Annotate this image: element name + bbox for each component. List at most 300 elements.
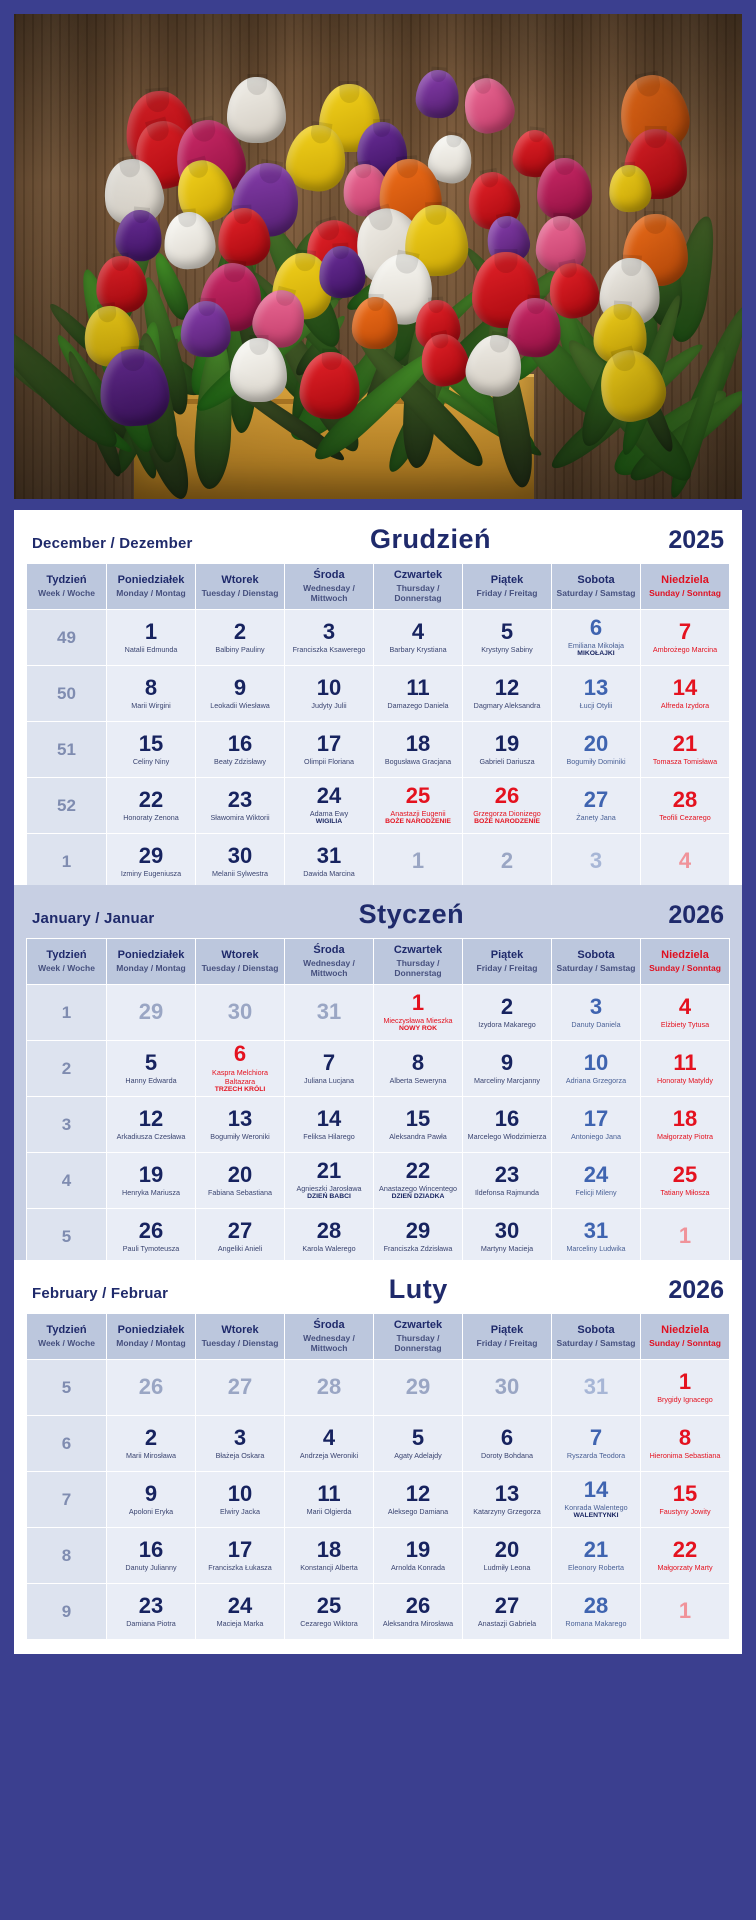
day-number: 14 xyxy=(316,1105,342,1131)
column-header-day-4 xyxy=(374,939,463,985)
name-day: Dawida Marcina xyxy=(303,869,355,879)
name-day: Damiana Piotra xyxy=(126,1619,176,1629)
day-cell[interactable] xyxy=(107,834,196,890)
day-number: 29 xyxy=(138,842,164,868)
tulip-flower xyxy=(317,245,366,299)
day-cell[interactable] xyxy=(463,666,552,722)
day-cell[interactable] xyxy=(107,1097,196,1153)
day-number: 4 xyxy=(322,1424,336,1450)
column-header-pl: Sobota xyxy=(577,1324,615,1337)
name-day: Mieczysława Mieszka xyxy=(383,1016,453,1026)
name-day: Marii Mirosława xyxy=(126,1451,176,1461)
day-cell[interactable] xyxy=(196,1472,285,1528)
day-cell[interactable] xyxy=(641,1360,730,1416)
day-number: 31 xyxy=(316,842,342,868)
column-header-sub: Friday / Freitag xyxy=(476,962,538,973)
month-table xyxy=(26,563,730,890)
week-row xyxy=(27,610,730,666)
column-header-sub: Week / Woche xyxy=(38,962,95,973)
day-number: 10 xyxy=(316,674,342,700)
month-block-december-2025 xyxy=(14,510,742,904)
day-cell[interactable] xyxy=(552,1209,641,1265)
day-number: 12 xyxy=(138,1105,164,1131)
day-cell[interactable] xyxy=(107,1153,196,1209)
tulip-flower xyxy=(351,297,398,350)
week-row xyxy=(27,722,730,778)
name-day: Elżbiety Tytusa xyxy=(660,1020,710,1030)
day-cell[interactable] xyxy=(196,666,285,722)
day-number: 29 xyxy=(405,1217,431,1243)
day-cell[interactable] xyxy=(196,1097,285,1153)
day-number: 21 xyxy=(672,730,698,756)
day-cell[interactable] xyxy=(552,1097,641,1153)
week-number-cell: 8 xyxy=(27,1528,107,1584)
month-title-pl: Luty xyxy=(388,1274,448,1304)
name-day: Ildefonsa Rajmunda xyxy=(475,1188,539,1198)
day-number: 2 xyxy=(233,618,247,644)
column-header-day-3 xyxy=(285,1314,374,1360)
day-cell[interactable] xyxy=(285,985,374,1041)
day-cell[interactable] xyxy=(552,722,641,778)
name-day: Sławomira Wiktorii xyxy=(210,813,270,823)
name-day: Agaty Adelajdy xyxy=(394,1451,442,1461)
month-title-en: December / Dezember xyxy=(32,535,193,552)
week-number-cell: 6 xyxy=(27,1416,107,1472)
column-header-day-5 xyxy=(463,939,552,985)
day-cell[interactable] xyxy=(374,1041,463,1097)
name-day: Adama Ewy xyxy=(309,809,349,819)
month-header xyxy=(26,895,730,938)
day-cell[interactable] xyxy=(374,610,463,666)
month-table xyxy=(26,1313,730,1640)
name-day: Aleksandra Mirosława xyxy=(382,1619,454,1629)
month-table xyxy=(26,938,730,1265)
column-header-day-3 xyxy=(285,939,374,985)
day-cell[interactable] xyxy=(463,1416,552,1472)
day-number: 30 xyxy=(494,1217,520,1243)
name-day: Henryka Mariusza xyxy=(122,1188,180,1198)
tulip-flower xyxy=(415,68,461,119)
day-cell[interactable] xyxy=(641,1097,730,1153)
day-number: 15 xyxy=(672,1480,698,1506)
day-number: 2 xyxy=(144,1424,158,1450)
day-cell[interactable] xyxy=(463,1472,552,1528)
table-header-row xyxy=(27,939,730,985)
week-row xyxy=(27,1416,730,1472)
day-cell[interactable] xyxy=(463,1209,552,1265)
day-cell[interactable] xyxy=(285,1416,374,1472)
column-header-pl: Niedziela xyxy=(661,1324,709,1337)
day-cell[interactable] xyxy=(107,610,196,666)
day-number: 27 xyxy=(227,1217,253,1243)
day-cell[interactable] xyxy=(463,1584,552,1640)
day-cell[interactable] xyxy=(463,778,552,834)
name-day: Teofili Cezarego xyxy=(659,813,711,823)
week-row xyxy=(27,1153,730,1209)
name-day: Antoniego Jana xyxy=(571,1132,621,1142)
column-header-day-2 xyxy=(196,939,285,985)
name-day: Grzegorza Dionizego xyxy=(473,809,541,819)
day-cell[interactable] xyxy=(463,610,552,666)
day-number: 28 xyxy=(583,1592,609,1618)
day-cell[interactable] xyxy=(641,1209,730,1265)
holiday-label: DZIEŃ DZIADKA xyxy=(391,1193,445,1201)
day-cell[interactable] xyxy=(552,666,641,722)
day-number: 20 xyxy=(227,1161,253,1187)
day-cell[interactable] xyxy=(107,1584,196,1640)
day-cell[interactable] xyxy=(196,1584,285,1640)
month-title-en: January / Januar xyxy=(32,910,155,927)
day-cell[interactable] xyxy=(196,1153,285,1209)
name-day: Honoraty Matyldy xyxy=(657,1076,713,1086)
day-number: 29 xyxy=(138,999,164,1025)
day-cell[interactable] xyxy=(107,666,196,722)
day-cell[interactable] xyxy=(285,1153,374,1209)
day-number: 23 xyxy=(138,1592,164,1618)
day-cell[interactable] xyxy=(641,1472,730,1528)
day-cell[interactable] xyxy=(374,722,463,778)
day-number: 7 xyxy=(589,1424,603,1450)
day-cell[interactable] xyxy=(374,778,463,834)
day-cell[interactable] xyxy=(285,1097,374,1153)
day-number: 18 xyxy=(405,730,431,756)
day-number: 17 xyxy=(316,730,342,756)
name-day: Martyny Macieja xyxy=(480,1244,534,1254)
name-day: Emiliana Mikołaja xyxy=(568,641,624,651)
column-header-day-2 xyxy=(196,1314,285,1360)
column-header-sub: Friday / Freitag xyxy=(476,587,538,598)
column-header-pl: Piątek xyxy=(490,949,524,962)
week-row xyxy=(27,1472,730,1528)
day-cell[interactable] xyxy=(641,1041,730,1097)
holiday-label: WIGILIA xyxy=(315,818,343,826)
name-day: Judyty Julii xyxy=(311,701,347,711)
name-day: Marii Olgierda xyxy=(306,1507,352,1517)
week-number-cell: 5 xyxy=(27,1360,107,1416)
day-cell[interactable] xyxy=(374,1360,463,1416)
day-cell[interactable] xyxy=(374,1153,463,1209)
day-number: 28 xyxy=(672,786,698,812)
day-number: 22 xyxy=(138,786,164,812)
day-cell[interactable] xyxy=(285,666,374,722)
column-header-day-1 xyxy=(107,1314,196,1360)
name-day: Franciszka Zdzisława xyxy=(383,1244,453,1254)
day-cell[interactable] xyxy=(463,834,552,890)
day-cell[interactable] xyxy=(463,1528,552,1584)
week-row xyxy=(27,1360,730,1416)
day-number: 23 xyxy=(227,786,253,812)
day-cell[interactable] xyxy=(641,1153,730,1209)
column-header-pl: Środa xyxy=(313,944,345,956)
day-number: 24 xyxy=(583,1161,609,1187)
day-cell[interactable] xyxy=(641,778,730,834)
day-cell[interactable] xyxy=(374,1416,463,1472)
week-number-cell: 7 xyxy=(27,1472,107,1528)
name-day: Kaspra Melchiora Baltazara xyxy=(212,1067,268,1086)
column-header-pl: Tydzień xyxy=(46,574,87,587)
week-number-cell: 52 xyxy=(27,778,107,834)
day-cell[interactable] xyxy=(196,1360,285,1416)
day-cell[interactable] xyxy=(552,778,641,834)
name-day: Juliana Lucjana xyxy=(304,1076,354,1086)
name-day: Aleksandra Pawła xyxy=(389,1132,447,1142)
day-cell[interactable] xyxy=(463,722,552,778)
day-number: 5 xyxy=(411,1424,425,1450)
week-row xyxy=(27,778,730,834)
week-number-cell: 1 xyxy=(27,834,107,890)
day-number: 13 xyxy=(494,1480,520,1506)
day-cell[interactable] xyxy=(285,1209,374,1265)
column-header-sub: Monday / Montag xyxy=(116,587,186,598)
day-cell[interactable] xyxy=(463,1153,552,1209)
column-header-pl: Poniedziałek xyxy=(117,574,185,587)
day-cell[interactable] xyxy=(463,985,552,1041)
column-header-pl: Poniedziałek xyxy=(117,949,185,962)
name-day: Krystyny Sabiny xyxy=(481,645,533,655)
day-number: 11 xyxy=(673,1049,697,1075)
day-cell[interactable] xyxy=(196,610,285,666)
column-header-pl: Środa xyxy=(313,569,345,581)
day-cell[interactable] xyxy=(552,1041,641,1097)
day-number: 2 xyxy=(500,993,514,1019)
day-cell[interactable] xyxy=(107,1360,196,1416)
day-number: 23 xyxy=(494,1161,520,1187)
day-number: 1 xyxy=(411,848,425,874)
day-number: 4 xyxy=(411,618,425,644)
day-number: 30 xyxy=(227,842,253,868)
day-cell[interactable] xyxy=(107,1041,196,1097)
day-number: 26 xyxy=(494,782,520,808)
column-header-pl: Piątek xyxy=(490,574,524,587)
month-title-pl: Styczeń xyxy=(358,899,465,929)
name-day: Andrzeja Weroniki xyxy=(299,1451,359,1461)
day-number: 20 xyxy=(583,730,609,756)
day-cell[interactable] xyxy=(374,666,463,722)
name-day: Katarzyny Grzegorza xyxy=(473,1507,541,1517)
day-number: 31 xyxy=(316,999,342,1025)
day-number: 3 xyxy=(589,848,603,874)
day-number: 22 xyxy=(405,1157,431,1183)
day-cell[interactable] xyxy=(107,985,196,1041)
day-number: 11 xyxy=(406,674,430,700)
column-header-day-4 xyxy=(374,564,463,610)
day-cell[interactable] xyxy=(107,1528,196,1584)
day-cell[interactable] xyxy=(641,834,730,890)
day-cell[interactable] xyxy=(285,1528,374,1584)
day-cell[interactable] xyxy=(285,1584,374,1640)
holiday-label: NOWY ROK xyxy=(398,1025,437,1033)
month-header xyxy=(26,1270,730,1313)
day-cell[interactable] xyxy=(552,1416,641,1472)
column-header-sub: Monday / Montag xyxy=(116,962,186,973)
day-cell[interactable] xyxy=(641,1416,730,1472)
day-cell[interactable] xyxy=(641,722,730,778)
day-cell[interactable] xyxy=(196,834,285,890)
day-cell[interactable] xyxy=(374,1097,463,1153)
week-number-cell: 1 xyxy=(27,985,107,1041)
day-cell[interactable] xyxy=(196,985,285,1041)
day-cell[interactable] xyxy=(552,985,641,1041)
column-header-pl: Tydzień xyxy=(46,1324,87,1337)
day-number: 1 xyxy=(678,1598,692,1624)
day-cell[interactable] xyxy=(641,1528,730,1584)
column-header-day-4 xyxy=(374,1314,463,1360)
name-day: Bogusława Gracjana xyxy=(384,757,452,767)
day-cell[interactable] xyxy=(196,1041,285,1097)
day-number: 24 xyxy=(316,782,342,808)
week-number-cell: 3 xyxy=(27,1097,107,1153)
day-cell[interactable] xyxy=(552,610,641,666)
column-header-sub: Saturday / Samstag xyxy=(556,587,636,598)
column-header-pl: Sobota xyxy=(577,574,615,587)
day-cell[interactable] xyxy=(107,722,196,778)
week-number-cell: 4 xyxy=(27,1153,107,1209)
holiday-label: TRZECH KRÓLI xyxy=(214,1085,266,1093)
day-number: 29 xyxy=(405,1374,431,1400)
day-number: 6 xyxy=(589,614,603,640)
day-number: 3 xyxy=(322,618,336,644)
day-cell[interactable] xyxy=(374,1528,463,1584)
name-day: Łucji Otylii xyxy=(579,701,613,711)
day-number: 1 xyxy=(411,989,425,1015)
month-header xyxy=(26,520,730,563)
day-cell[interactable] xyxy=(285,610,374,666)
day-number: 28 xyxy=(316,1217,342,1243)
day-number: 4 xyxy=(678,848,692,874)
column-header-day-7 xyxy=(641,939,730,985)
column-header-sub: Tuesday / Dienstag xyxy=(201,587,279,598)
name-day: Małgorzaty Marty xyxy=(657,1563,713,1573)
column-header-pl: Piątek xyxy=(490,1324,524,1337)
day-number: 3 xyxy=(233,1424,247,1450)
column-header-day-6 xyxy=(552,564,641,610)
day-cell[interactable] xyxy=(374,1209,463,1265)
column-header-sub: Tuesday / Dienstag xyxy=(201,1337,279,1348)
day-cell[interactable] xyxy=(374,1472,463,1528)
day-cell[interactable] xyxy=(196,722,285,778)
name-day: Tomasza Tomisława xyxy=(652,757,718,767)
day-number: 24 xyxy=(227,1592,253,1618)
day-number: 16 xyxy=(227,730,253,756)
day-cell[interactable] xyxy=(285,1041,374,1097)
name-day: Ryszarda Teodora xyxy=(566,1451,626,1461)
day-number: 25 xyxy=(405,782,431,808)
day-cell[interactable] xyxy=(641,610,730,666)
name-day: Celiny Niny xyxy=(132,757,170,767)
day-number: 5 xyxy=(500,618,514,644)
day-cell[interactable] xyxy=(285,834,374,890)
name-day: Beaty Zdzisławy xyxy=(214,757,266,767)
day-cell[interactable] xyxy=(196,1528,285,1584)
month-block-january-2026 xyxy=(14,885,742,1279)
column-header-pl: Niedziela xyxy=(661,574,709,587)
day-cell[interactable] xyxy=(196,778,285,834)
column-header-day-1 xyxy=(107,939,196,985)
day-cell[interactable] xyxy=(552,1153,641,1209)
day-number: 13 xyxy=(227,1105,253,1131)
name-day: Karola Walerego xyxy=(302,1244,356,1254)
name-day: Franciszka Łukasza xyxy=(208,1563,272,1573)
day-cell[interactable] xyxy=(374,985,463,1041)
name-day: Tatiany Miłosza xyxy=(660,1188,710,1198)
column-header-pl: Wtorek xyxy=(221,949,259,962)
day-cell[interactable] xyxy=(374,1584,463,1640)
tulip-flower xyxy=(298,350,362,421)
name-day: Marii Wirgini xyxy=(131,701,171,711)
day-cell[interactable] xyxy=(463,1041,552,1097)
day-cell[interactable] xyxy=(552,1472,641,1528)
day-number: 19 xyxy=(138,1161,164,1187)
name-day: Konstancji Alberta xyxy=(300,1563,358,1573)
day-number: 15 xyxy=(405,1105,431,1131)
day-cell[interactable] xyxy=(107,778,196,834)
day-cell[interactable] xyxy=(552,834,641,890)
day-number: 27 xyxy=(583,786,609,812)
day-number: 21 xyxy=(316,1157,342,1183)
day-cell[interactable] xyxy=(196,1209,285,1265)
day-cell[interactable] xyxy=(641,985,730,1041)
day-cell[interactable] xyxy=(552,1360,641,1416)
day-number: 26 xyxy=(138,1217,164,1243)
name-day: Arkadiusza Czesława xyxy=(116,1132,186,1142)
day-cell[interactable] xyxy=(641,1584,730,1640)
tulip-flower xyxy=(180,300,232,358)
week-number-cell: 50 xyxy=(27,666,107,722)
column-header-pl: Czwartek xyxy=(393,569,443,581)
week-number-cell: 9 xyxy=(27,1584,107,1640)
day-number: 30 xyxy=(494,1374,520,1400)
day-number: 9 xyxy=(233,674,247,700)
day-cell[interactable] xyxy=(285,778,374,834)
name-day: Olimpii Floriana xyxy=(304,757,354,767)
name-day: Angeliki Anieli xyxy=(217,1244,263,1254)
name-day: Alberta Seweryna xyxy=(389,1076,447,1086)
day-cell[interactable] xyxy=(107,1472,196,1528)
column-header-sub: Wednesday / Mittwoch xyxy=(303,1332,355,1353)
week-row xyxy=(27,1041,730,1097)
day-number: 7 xyxy=(678,618,692,644)
column-header-week xyxy=(27,1314,107,1360)
name-day: Izydora Makarego xyxy=(478,1020,536,1030)
day-number: 12 xyxy=(494,674,520,700)
day-cell[interactable] xyxy=(285,1360,374,1416)
day-cell[interactable] xyxy=(463,1097,552,1153)
name-day: Błażeja Oskara xyxy=(215,1451,265,1461)
day-cell[interactable] xyxy=(285,1472,374,1528)
day-cell[interactable] xyxy=(107,1209,196,1265)
day-cell[interactable] xyxy=(552,1528,641,1584)
day-number: 18 xyxy=(672,1105,698,1131)
day-cell[interactable] xyxy=(196,1416,285,1472)
day-cell[interactable] xyxy=(374,834,463,890)
name-day: Marceliny Marcjanny xyxy=(474,1076,540,1086)
name-day: Anastazji Eugenii xyxy=(390,809,446,819)
day-number: 26 xyxy=(405,1592,431,1618)
column-header-sub: Saturday / Samstag xyxy=(556,1337,636,1348)
day-cell[interactable] xyxy=(285,722,374,778)
name-day: Feliksa Hilarego xyxy=(303,1132,355,1142)
day-cell[interactable] xyxy=(463,1360,552,1416)
column-header-sub: Sunday / Sonntag xyxy=(649,962,721,973)
name-day: Natalii Edmunda xyxy=(124,645,178,655)
header-photo xyxy=(14,14,742,499)
day-cell[interactable] xyxy=(552,1584,641,1640)
day-cell[interactable] xyxy=(641,666,730,722)
day-cell[interactable] xyxy=(107,1416,196,1472)
tulip-flower xyxy=(216,207,271,268)
column-header-pl: Czwartek xyxy=(393,944,443,956)
month-title-en: February / Februar xyxy=(32,1285,169,1302)
